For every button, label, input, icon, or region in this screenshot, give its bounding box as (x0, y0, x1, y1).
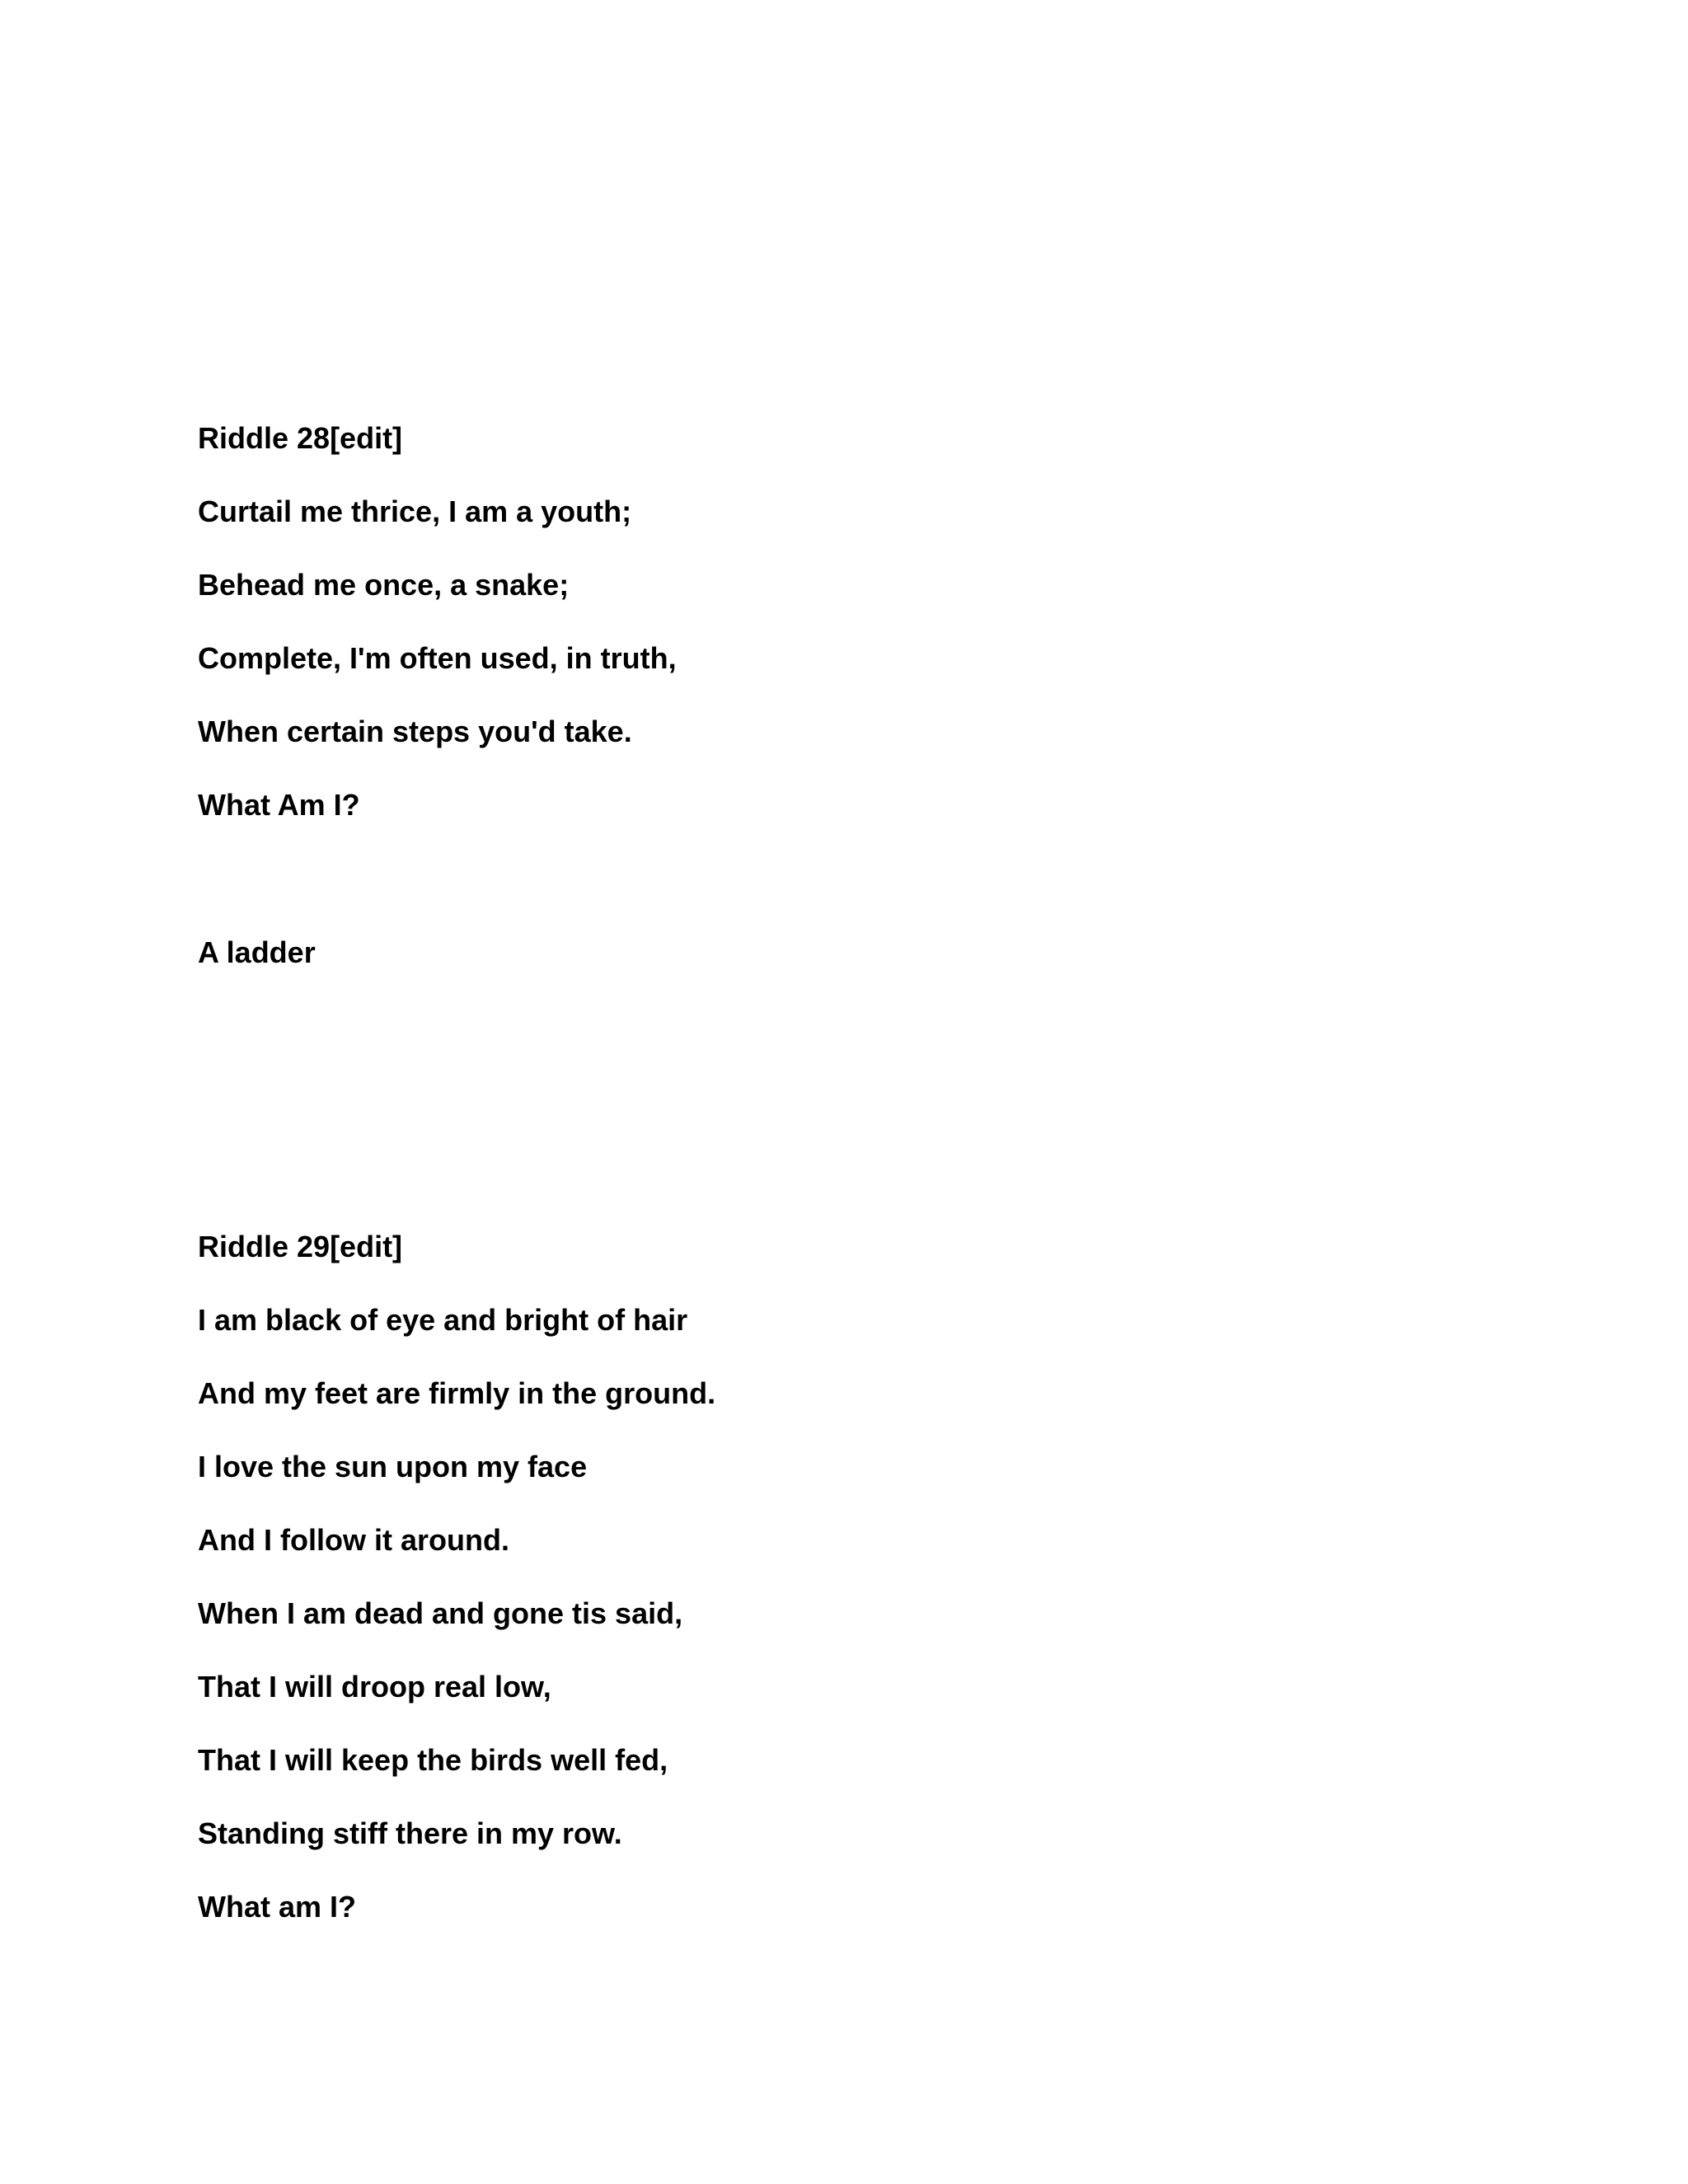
riddle-29-line-8: Standing stiff there in my row. (198, 1816, 622, 1850)
riddle-29-heading (198, 1229, 402, 1265)
riddle-28-line-2: Behead me once, a snake; (198, 568, 570, 602)
riddle-28-edit-link[interactable]: [edit] (330, 421, 403, 455)
riddle-28-line-3: Complete, I'm often used, in truth, (198, 641, 677, 675)
riddle-29-question: What am I? (198, 1890, 357, 1924)
riddle-29-line-2: And my feet are firmly in the ground. (198, 1376, 716, 1410)
riddle-29-edit-link[interactable]: [edit] (330, 1230, 403, 1263)
riddle-29-line-5: When I am dead and gone tis said, (198, 1596, 683, 1630)
riddle-29-line-3: I love the sun upon my face (198, 1450, 588, 1483)
riddle-29-line-1: I am black of eye and bright of hair (198, 1303, 688, 1337)
riddle-29-heading-text: Riddle 29 (198, 1230, 331, 1263)
riddle-29-line-7: That I will keep the birds well fed, (198, 1743, 668, 1777)
riddle-28-heading-text: Riddle 28 (198, 421, 331, 455)
riddle-28-line-1: Curtail me thrice, I am a youth; (198, 494, 632, 528)
riddle-28-question: What Am I? (198, 788, 360, 822)
riddle-28-line-4: When certain steps you'd take. (198, 715, 632, 748)
riddle-28-heading (198, 420, 402, 457)
riddle-28-answer: A ladder (198, 935, 316, 969)
riddle-29-line-6: That I will droop real low, (198, 1670, 551, 1704)
riddle-29-line-4: And I follow it around. (198, 1523, 509, 1557)
